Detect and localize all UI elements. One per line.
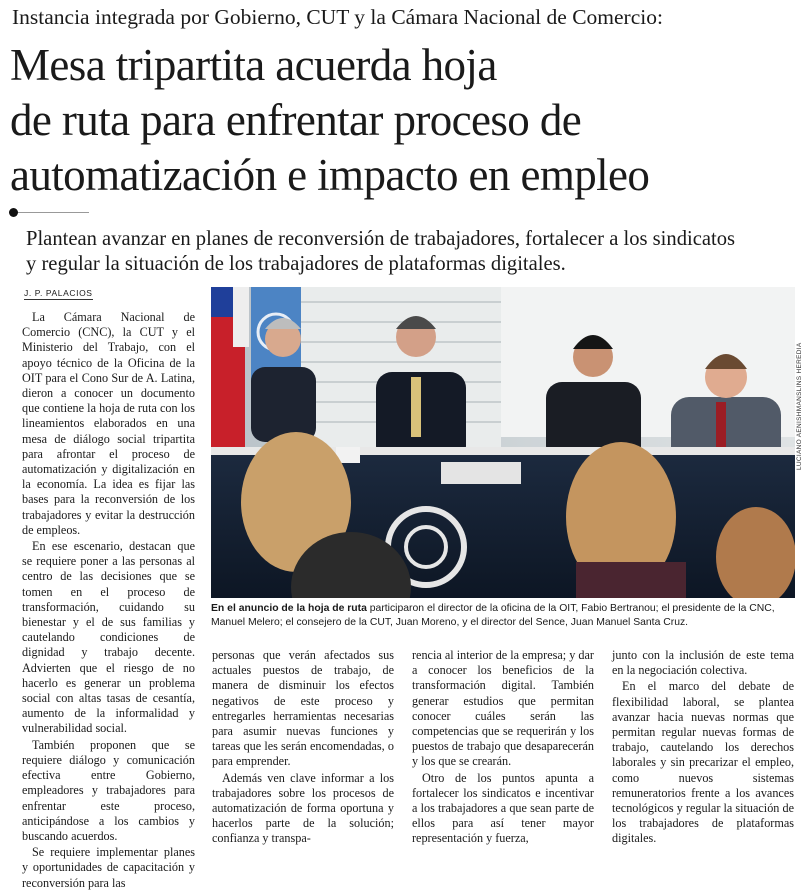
body-column-1 bbox=[22, 310, 195, 891]
deck-line-2: y regular la situación de los trabajadores de plataformas digitales. bbox=[26, 253, 566, 275]
bullet-dot bbox=[9, 208, 18, 217]
paragraph: En el marco del debate de flexibilidad laboral, se plantea avanzar hacia nuevas normas que permitan regular nuevas formas de trabajo, cautelando los derechos laborales y sin precarizar el empleo, como nuevos sistemas remuneratorios frente a los avances tecnológicos y regular la situación de los trabajadores de plataformas digitales. bbox=[612, 679, 794, 846]
paragraph: junto con la inclusión de este tema en la negociación colectiva. bbox=[612, 648, 794, 678]
paragraph: La Cámara Nacional de Comercio (CNC), la CUT y el Ministerio del Trabajo, con el apoyo técnico de la Oficina de la OIT para el Cono Sur de A. Latina, dieron a conocer un documento que contiene la hoja de ruta con los lineamientos elaborados en una mesa de diálogo social tripartita para afrontar el proceso de automatización y digitalización en la economía. La idea es fijar las bases para la reconversión de los trabajadores y evitar la destrucción de empleos. bbox=[22, 310, 195, 537]
paragraph: Otro de los puntos apunta a fortalecer los sindicatos e incentivar a los trabajadores a que sean parte de ellos para así tener mayor representación y fuerza, bbox=[412, 770, 594, 846]
headline-line-3: automatización e impacto en empleo bbox=[10, 150, 650, 200]
body-column-4 bbox=[612, 648, 794, 847]
paragraph: En ese escenario, destacan que se requiere poner a las personas al centro de las decisiones que se tomen en el proceso de transformación, cuidando su bienestar y el de sus familias y cautelando condiciones de dignidad y trabajo decente. Advierten que el riesgo de no hacerlo es generar un problema social con altas tasas de cesantía, aumento de la informalidad y vulnerabilidad social. bbox=[22, 539, 195, 736]
paragraph: Además ven clave informar a los trabajadores sobre los procesos de automatización de forma oportuna y hacerlos parte de la solución; confianza y transpa- bbox=[212, 770, 394, 846]
caption-text: participaron el director de la oficina de la OIT, Fabio Bertranou; el presidente de la CNC, Manuel Melero; el consejero de la CUT, Juan Moreno, y el director del Sence, Juan Manuel Santa Cruz. bbox=[211, 603, 775, 628]
news-photo bbox=[211, 287, 795, 598]
headline bbox=[10, 38, 805, 203]
body-column-3 bbox=[412, 648, 594, 847]
paragraph: Se requiere implementar planes y oportunidades de capacitación y reconversión para las bbox=[22, 845, 195, 890]
paragraph: También proponen que se requiere diálogo y comunicación efectiva entre Gobierno, empleadores y trabajadores para enfrentar este proceso, anticipándose a los cambios y buscando acuerdos. bbox=[22, 737, 195, 843]
photo-caption bbox=[211, 602, 796, 630]
caption-lead: En el anuncio de la hoja de ruta bbox=[211, 603, 367, 614]
deck-line-1: Plantean avanzar en planes de reconversión de trabajadores, fortalecer a los sindicatos bbox=[26, 228, 736, 250]
divider-rule bbox=[9, 212, 89, 213]
photo-credit: LUCIANO AENISHMANSLINS HEREDIA bbox=[796, 342, 803, 470]
kicker: Instancia integrada por Gobierno, CUT y la Cámara Nacional de Comercio: bbox=[12, 5, 663, 29]
headline-line-1: Mesa tripartita acuerda hoja bbox=[10, 40, 497, 90]
paragraph: rencia al interior de la empresa; y dar a conocer los beneficios de la transformación digital. También generar estudios que permitan conocer cuáles serán las competencias que se requerirán y los puestos de trabajo que desaparecerán y los que se crearán. bbox=[412, 648, 594, 769]
photo-illustration bbox=[211, 287, 795, 598]
deck bbox=[26, 227, 806, 277]
body-column-2 bbox=[212, 648, 394, 847]
paragraph: personas que verán afectados sus actuales puestos de trabajo, de manera de disminuir los efectos negativos de este proceso y entregarles herramientas necesarias para asumir nuevas funciones y tareas que les serán encomendadas, o para emprender. bbox=[212, 648, 394, 769]
byline: J. P. PALACIOS bbox=[24, 288, 93, 298]
headline-line-2: de ruta para enfrentar proceso de bbox=[10, 95, 582, 145]
